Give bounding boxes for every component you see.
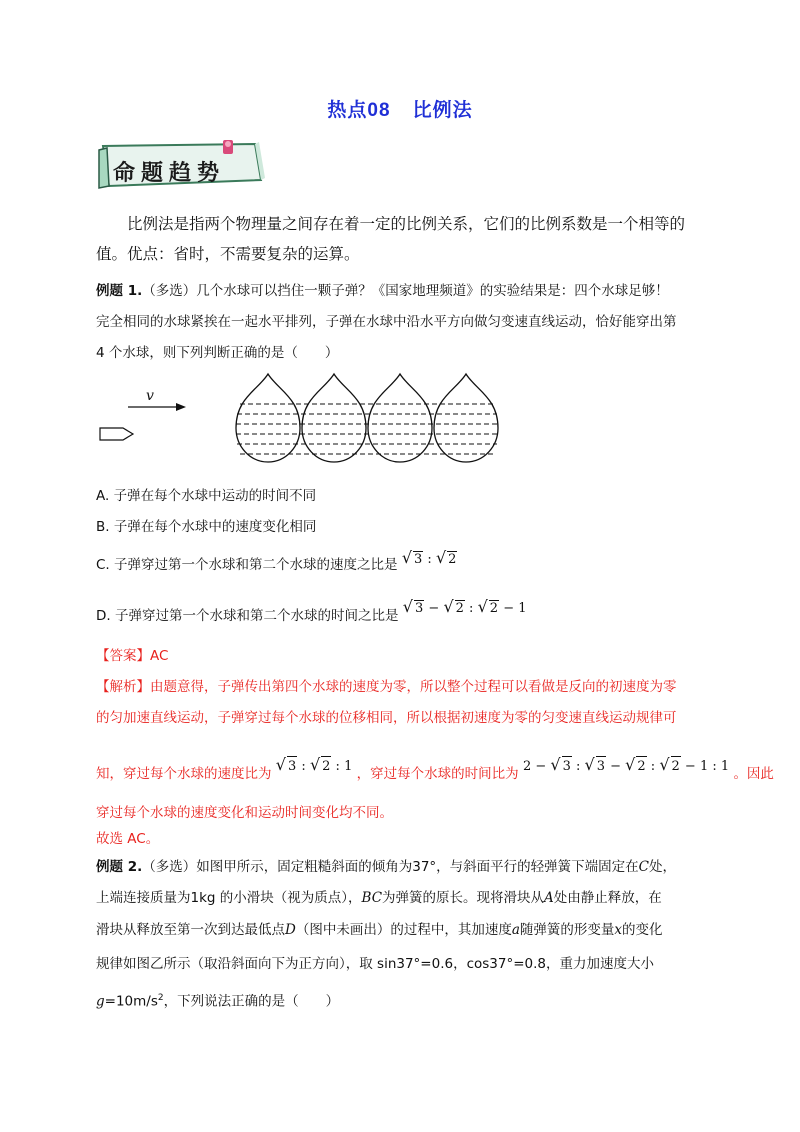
ex2-var: A xyxy=(544,890,554,906)
ex2-text: 处， xyxy=(649,859,677,875)
water-ball-2 xyxy=(302,374,366,462)
ratio-sep: : xyxy=(571,759,585,774)
intro-line-1: 比例法是指两个物理量之间存在着一定的比例关系，它们的比例系数是一个相等的 xyxy=(127,215,686,233)
ex2-var: a xyxy=(511,922,520,938)
example-2-line-5 xyxy=(96,988,339,1012)
radicand: 3 xyxy=(414,552,423,567)
analysis-line-4: 穿过每个水球的速度变化和运动时间变化均不同。 xyxy=(96,805,393,821)
radicand: 2 xyxy=(455,601,464,616)
radicand: 2 xyxy=(448,552,457,567)
ex2-text: （多选）如图甲所示，固定粗糙斜面的倾角为37°，与斜面平行的轻弹簧下端固定在 xyxy=(142,859,639,875)
example-2-line-3 xyxy=(96,920,663,940)
formula-tail: : 1 xyxy=(331,759,353,774)
radicand: 2 xyxy=(489,601,499,616)
radicand: 3 xyxy=(562,756,572,777)
example-1-text-1: （多选）几个水球可以挡住一颗子弹？《国家地理频道》的实验结果是：四个水球足够！ xyxy=(142,283,669,299)
ratio-sep: : xyxy=(423,552,436,567)
option-c-formula: √ 3 : √ 2 xyxy=(401,548,457,567)
minus-sign: − xyxy=(606,759,626,774)
ex2-text: 滑块从释放至第一次到达最低点 xyxy=(96,922,285,938)
example-1-line-2: 完全相同的水球紧挨在一起水平排列，子弹在水球中沿水平方向做匀变速直线运动，恰好能穿出第 xyxy=(96,314,677,330)
ex2-var: g xyxy=(96,993,105,1010)
banner-text: 命题趋势 xyxy=(113,160,226,186)
radicand: 3 xyxy=(414,601,424,616)
analysis-line-1: 【解析】由题意得，子弹传出第四个水球的速度为零，所以整个过程可以看做是反向的初速度为零 xyxy=(96,679,677,695)
ex2-text: 上端连接质量为1kg 的小滑块（视为质点）， xyxy=(96,890,362,906)
option-a: A. 子弹在每个水球中运动的时间不同 xyxy=(96,488,317,504)
velocity-ratio-formula: √ 3 : √ 2 : 1 xyxy=(276,759,353,774)
radicand: 2 xyxy=(321,756,331,777)
analysis-line-3 xyxy=(96,755,774,785)
ex2-text: ，下列说法正确的是（ ） xyxy=(163,993,340,1010)
velocity-label: v xyxy=(146,388,154,404)
ex2-text: （图中未画出）的过程中，其加速度 xyxy=(295,922,512,938)
example-1-line-3: 4 个水球，则下列判断正确的是（ ） xyxy=(96,345,339,361)
minus-sign: − xyxy=(424,601,444,616)
time-ratio-formula: 2 − √ 3 : √ 3 − √ 2 : √ 2 − 1 : 1 xyxy=(523,759,729,774)
option-d-text: D. 子弹穿过第一个水球和第二个水球的时间之比是 xyxy=(96,608,399,624)
intro-line-2: 值。优点：省时，不需要复杂的运算。 xyxy=(96,245,360,263)
option-d xyxy=(96,597,527,624)
example-2-label: 例题 2. xyxy=(96,859,143,875)
radicand: 3 xyxy=(596,756,606,777)
water-ball-4 xyxy=(434,374,498,462)
ex2-text: 处由静止释放，在 xyxy=(553,890,662,906)
ex2-text: 随弹簧的形变量 xyxy=(519,922,615,938)
title-number: 08 xyxy=(367,100,391,121)
option-d-formula: √ 3 − √ 2 : √ 2 − 1 xyxy=(402,597,527,616)
water-ball-3 xyxy=(368,374,432,462)
option-b: B. 子弹在每个水球中的速度变化相同 xyxy=(96,519,317,535)
formula-tail: − 1 : 1 xyxy=(680,759,730,774)
ex2-var: D xyxy=(285,922,296,938)
ex2-text: 为弹簧的原长。现将滑块从 xyxy=(382,890,545,906)
radicand: 3 xyxy=(287,756,297,777)
option-c xyxy=(96,548,457,573)
radicand: 2 xyxy=(671,756,681,777)
analysis-line-3a: 知，穿过每个水球的速度比为 xyxy=(96,766,272,782)
formula-pre: 2 − xyxy=(522,759,551,774)
radicand: 2 xyxy=(636,756,646,777)
title-name: 比例法 xyxy=(412,99,473,121)
ex2-var: C xyxy=(638,859,650,875)
ex2-text: 的变化 xyxy=(622,922,663,938)
water-balls-figure xyxy=(90,370,560,470)
water-ball-1 xyxy=(236,374,300,462)
ex2-var: BC xyxy=(361,890,383,906)
bullet-shape xyxy=(100,428,133,440)
example-2-line-1 xyxy=(96,857,676,877)
ex2-superscript: 2 xyxy=(157,993,164,1003)
answer: 【答案】AC xyxy=(96,648,169,664)
analysis-line-3b: ，穿过每个水球的时间比为 xyxy=(356,766,519,782)
example-2-line-2 xyxy=(96,888,662,908)
ex2-text: =10m/s xyxy=(104,993,158,1010)
ratio-sep: : xyxy=(646,759,660,774)
example-2-line-4: 规律如图乙所示（取沿斜面向下为正方向），取 sin37°=0.6，cos37°=0.8，重力加速度大小 xyxy=(96,956,655,972)
option-c-text: C. 子弹穿过第一个水球和第二个水球的速度之比是 xyxy=(96,557,398,573)
analysis-line-2: 的匀加速直线运动，子弹穿过每个水球的位移相同，所以根据初速度为零的匀变速直线运动规律可 xyxy=(96,710,677,726)
example-1-label: 例题 1. xyxy=(96,283,143,299)
analysis-line-3c: 。因此 xyxy=(733,766,774,782)
example-1-line-1 xyxy=(96,281,669,301)
analysis-line-5: 故选 AC。 xyxy=(96,831,160,847)
ratio-sep: : xyxy=(297,759,310,774)
title-prefix: 热点 xyxy=(327,99,368,121)
formula-tail: − 1 xyxy=(499,601,527,616)
ratio-sep: : xyxy=(464,601,478,616)
ex2-var: x xyxy=(614,922,623,938)
page-title xyxy=(0,95,800,122)
